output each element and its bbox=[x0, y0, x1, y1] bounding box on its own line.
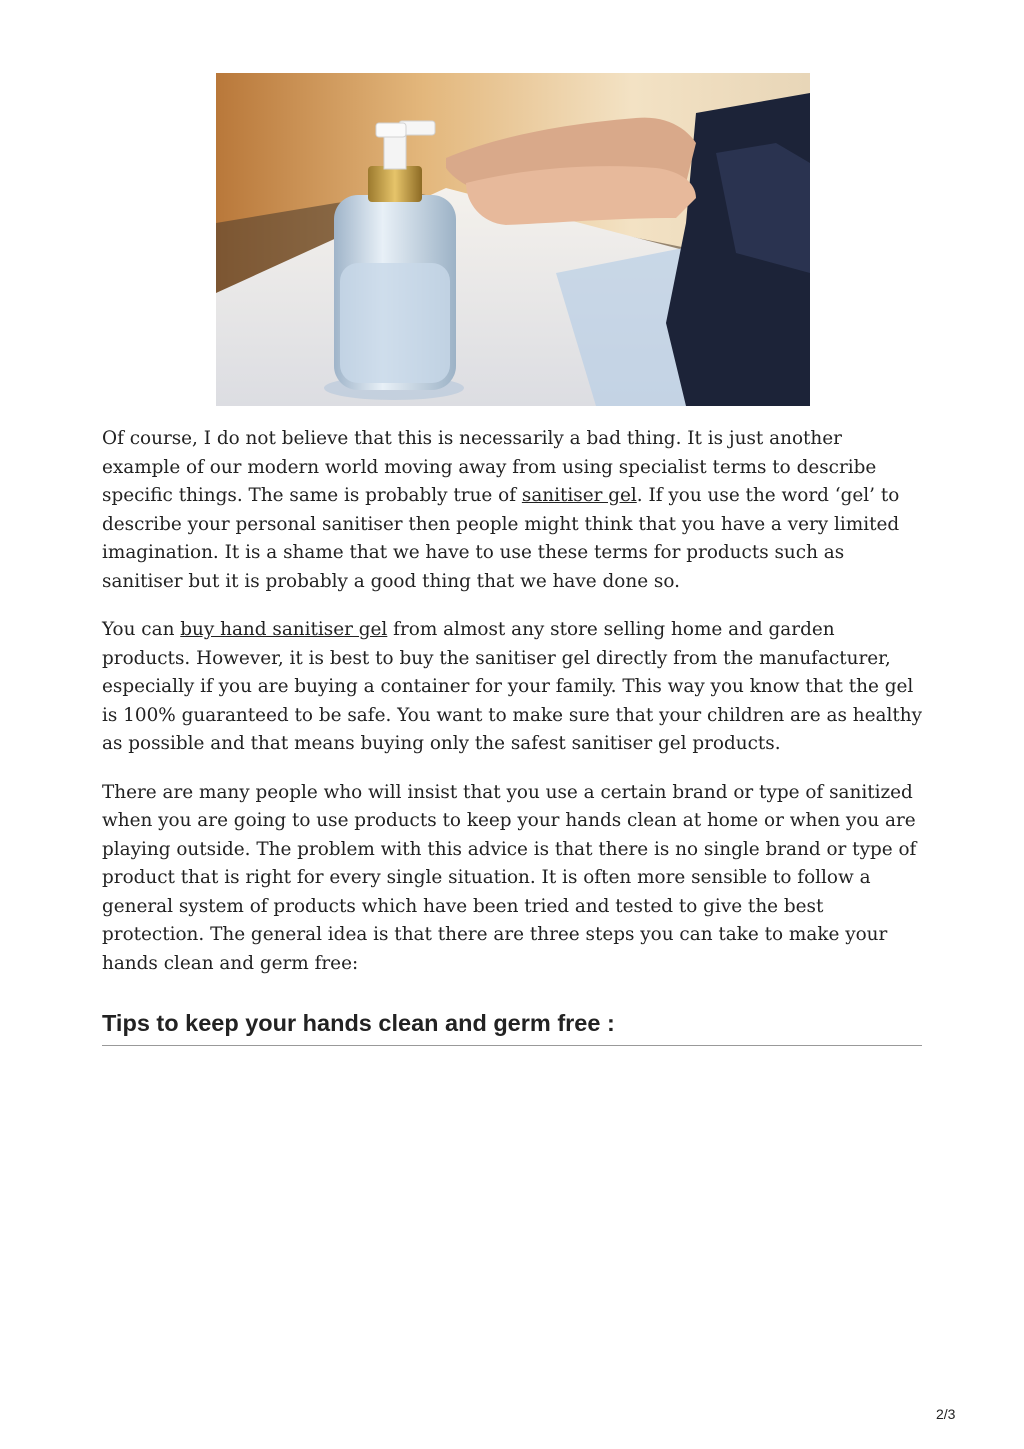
paragraph-1 bbox=[102, 425, 924, 596]
article-body bbox=[102, 425, 924, 998]
hand-sanitiser-photo bbox=[216, 73, 810, 406]
buy-hand-sanitiser-gel-link[interactable]: buy hand sanitiser gel bbox=[180, 619, 388, 640]
page-number: 2/3 bbox=[936, 1406, 956, 1422]
paragraph-2-text-start: You can bbox=[102, 619, 181, 640]
paragraph-3: There are many people who will insist that you use a certain brand or type of sanitized when you are going to use products to keep your hands clean at home or when you are playing outside. The problem with this advice is that there is no single brand or type of product that is right for every single situation. It is often more sensible to follow a general system of products which have been tried and tested to give the best protection. The general idea is that there are three steps you can take to make your hands clean and germ free: bbox=[102, 781, 917, 974]
sanitiser-gel-link[interactable]: sanitiser gel bbox=[521, 485, 637, 506]
section-heading: Tips to keep your hands clean and germ free : bbox=[102, 1007, 922, 1046]
paragraph-2-text-end: from almost any store selling home and garden products. However, it is best to buy the sanitiser gel directly from the manufacturer, especially if you are buying a container for your family. This way you know that the gel is 100% guaranteed to be safe. You want to make sure that your children are as healthy as possible and that means buying only the safest sanitiser gel products. bbox=[102, 619, 922, 754]
paragraph-1-text-end: . If you use the word ‘gel’ to describe your personal sanitiser then people might think that you have a very limited imagination. It is a shame that we have to use these terms for products such as sanitiser but it is probably a good thing that we have done so. bbox=[102, 485, 900, 592]
paragraph-2 bbox=[102, 616, 924, 759]
paragraph-1-text-start: Of course, I do not believe that this is necessarily a bad thing. It is just another example of our modern world moving away from using specialist terms to describe specific things. The same is probably true of bbox=[102, 428, 877, 506]
